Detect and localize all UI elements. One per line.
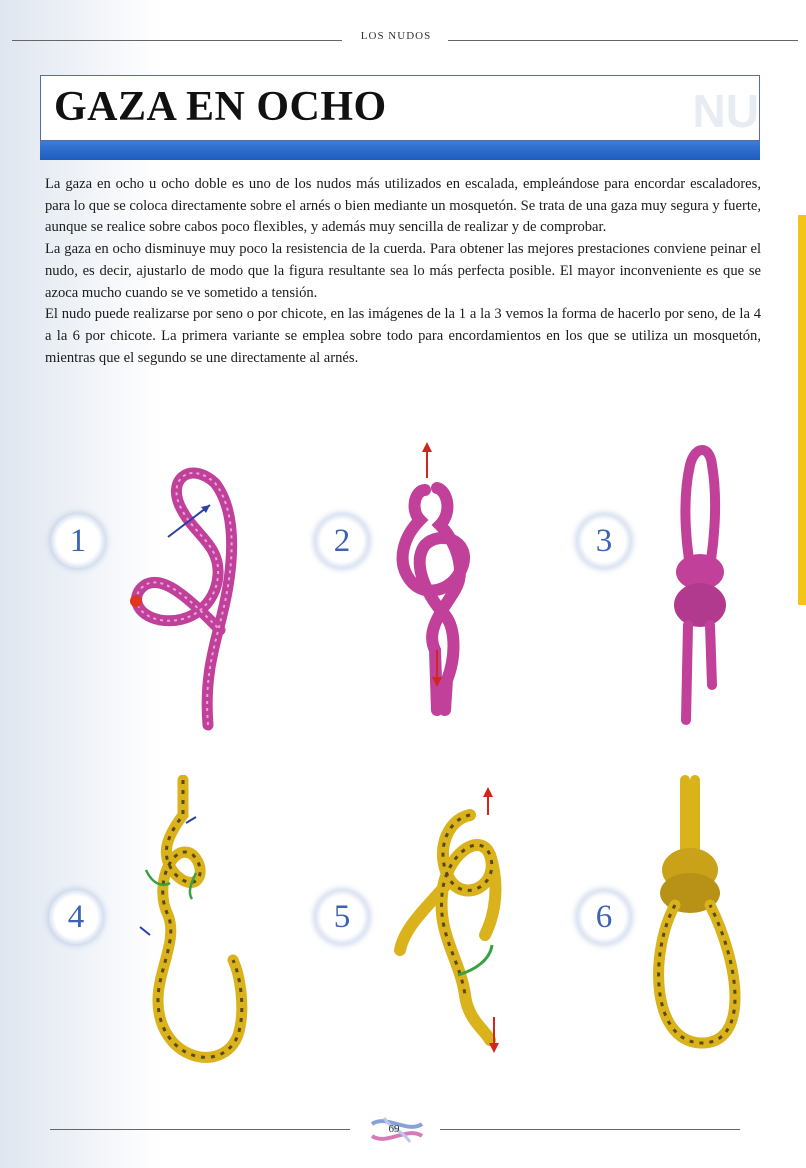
title-underline-band	[40, 141, 760, 160]
header-rule-left	[12, 40, 342, 41]
page-number: 69	[388, 1123, 400, 1135]
footer-rule-right	[440, 1129, 740, 1130]
step-number-6: 6	[577, 890, 631, 944]
header-rule-right	[448, 40, 798, 41]
running-header	[0, 26, 806, 50]
paragraph: La gaza en ocho u ocho doble es uno de los nudos más utilizados en escalada, empleándose para encordar escaladores, para lo que se coloca directamente sobre el arnés o bien mediante un mosquetón. Se trata de una gaza muy segura y fuerte, aunque se realice sobre cabos poco flexibles, y además muy sencilla de realizar y de comprobar.	[45, 176, 761, 236]
side-color-strip	[798, 215, 806, 605]
running-title: LOS NUDOS	[360, 30, 432, 42]
step-number-2: 2	[315, 514, 369, 568]
rope-end-marker-icon	[130, 595, 142, 607]
title-box	[40, 75, 760, 141]
knot-step-4-illustration	[128, 775, 278, 1095]
footer-rule-left	[50, 1129, 350, 1130]
step-number-5: 5	[315, 890, 369, 944]
paragraph: La gaza en ocho disminuye muy poco la resistencia de la cuerda. Para obtener las mejores prestaciones conviene peinar el nudo, es decir, ajustarlo de modo que la figura resultante sea lo más perfecta posible. El mayor inconveniente es que se azoca mucho cuando se ve sometido a tensión.	[45, 241, 761, 301]
step-number-4: 4	[49, 890, 103, 944]
body-text	[45, 174, 761, 369]
page-footer	[0, 1118, 806, 1158]
knot-step-3-illustration	[660, 440, 740, 730]
page-title: GAZA EN OCHO	[54, 84, 387, 130]
title-ghost-text: NU	[692, 85, 759, 137]
knot-step-2-illustration	[385, 440, 495, 730]
knot-step-1-illustration	[120, 455, 270, 735]
step-number-1: 1	[51, 514, 105, 568]
step-number-3: 3	[577, 514, 631, 568]
knot-step-6-illustration	[645, 775, 765, 1075]
paragraph: El nudo puede realizarse por seno o por chicote, en las imágenes de la 1 a la 3 vemos la forma de hacerlo por seno, de la 4 a la 6 por chicote. La primera variante se emplea sobre todo para encordamientos en los que se utiliza un mosquetón, mientras que el segundo se une directamente al arnés.	[45, 306, 761, 366]
knot-step-5-illustration	[390, 785, 530, 1065]
